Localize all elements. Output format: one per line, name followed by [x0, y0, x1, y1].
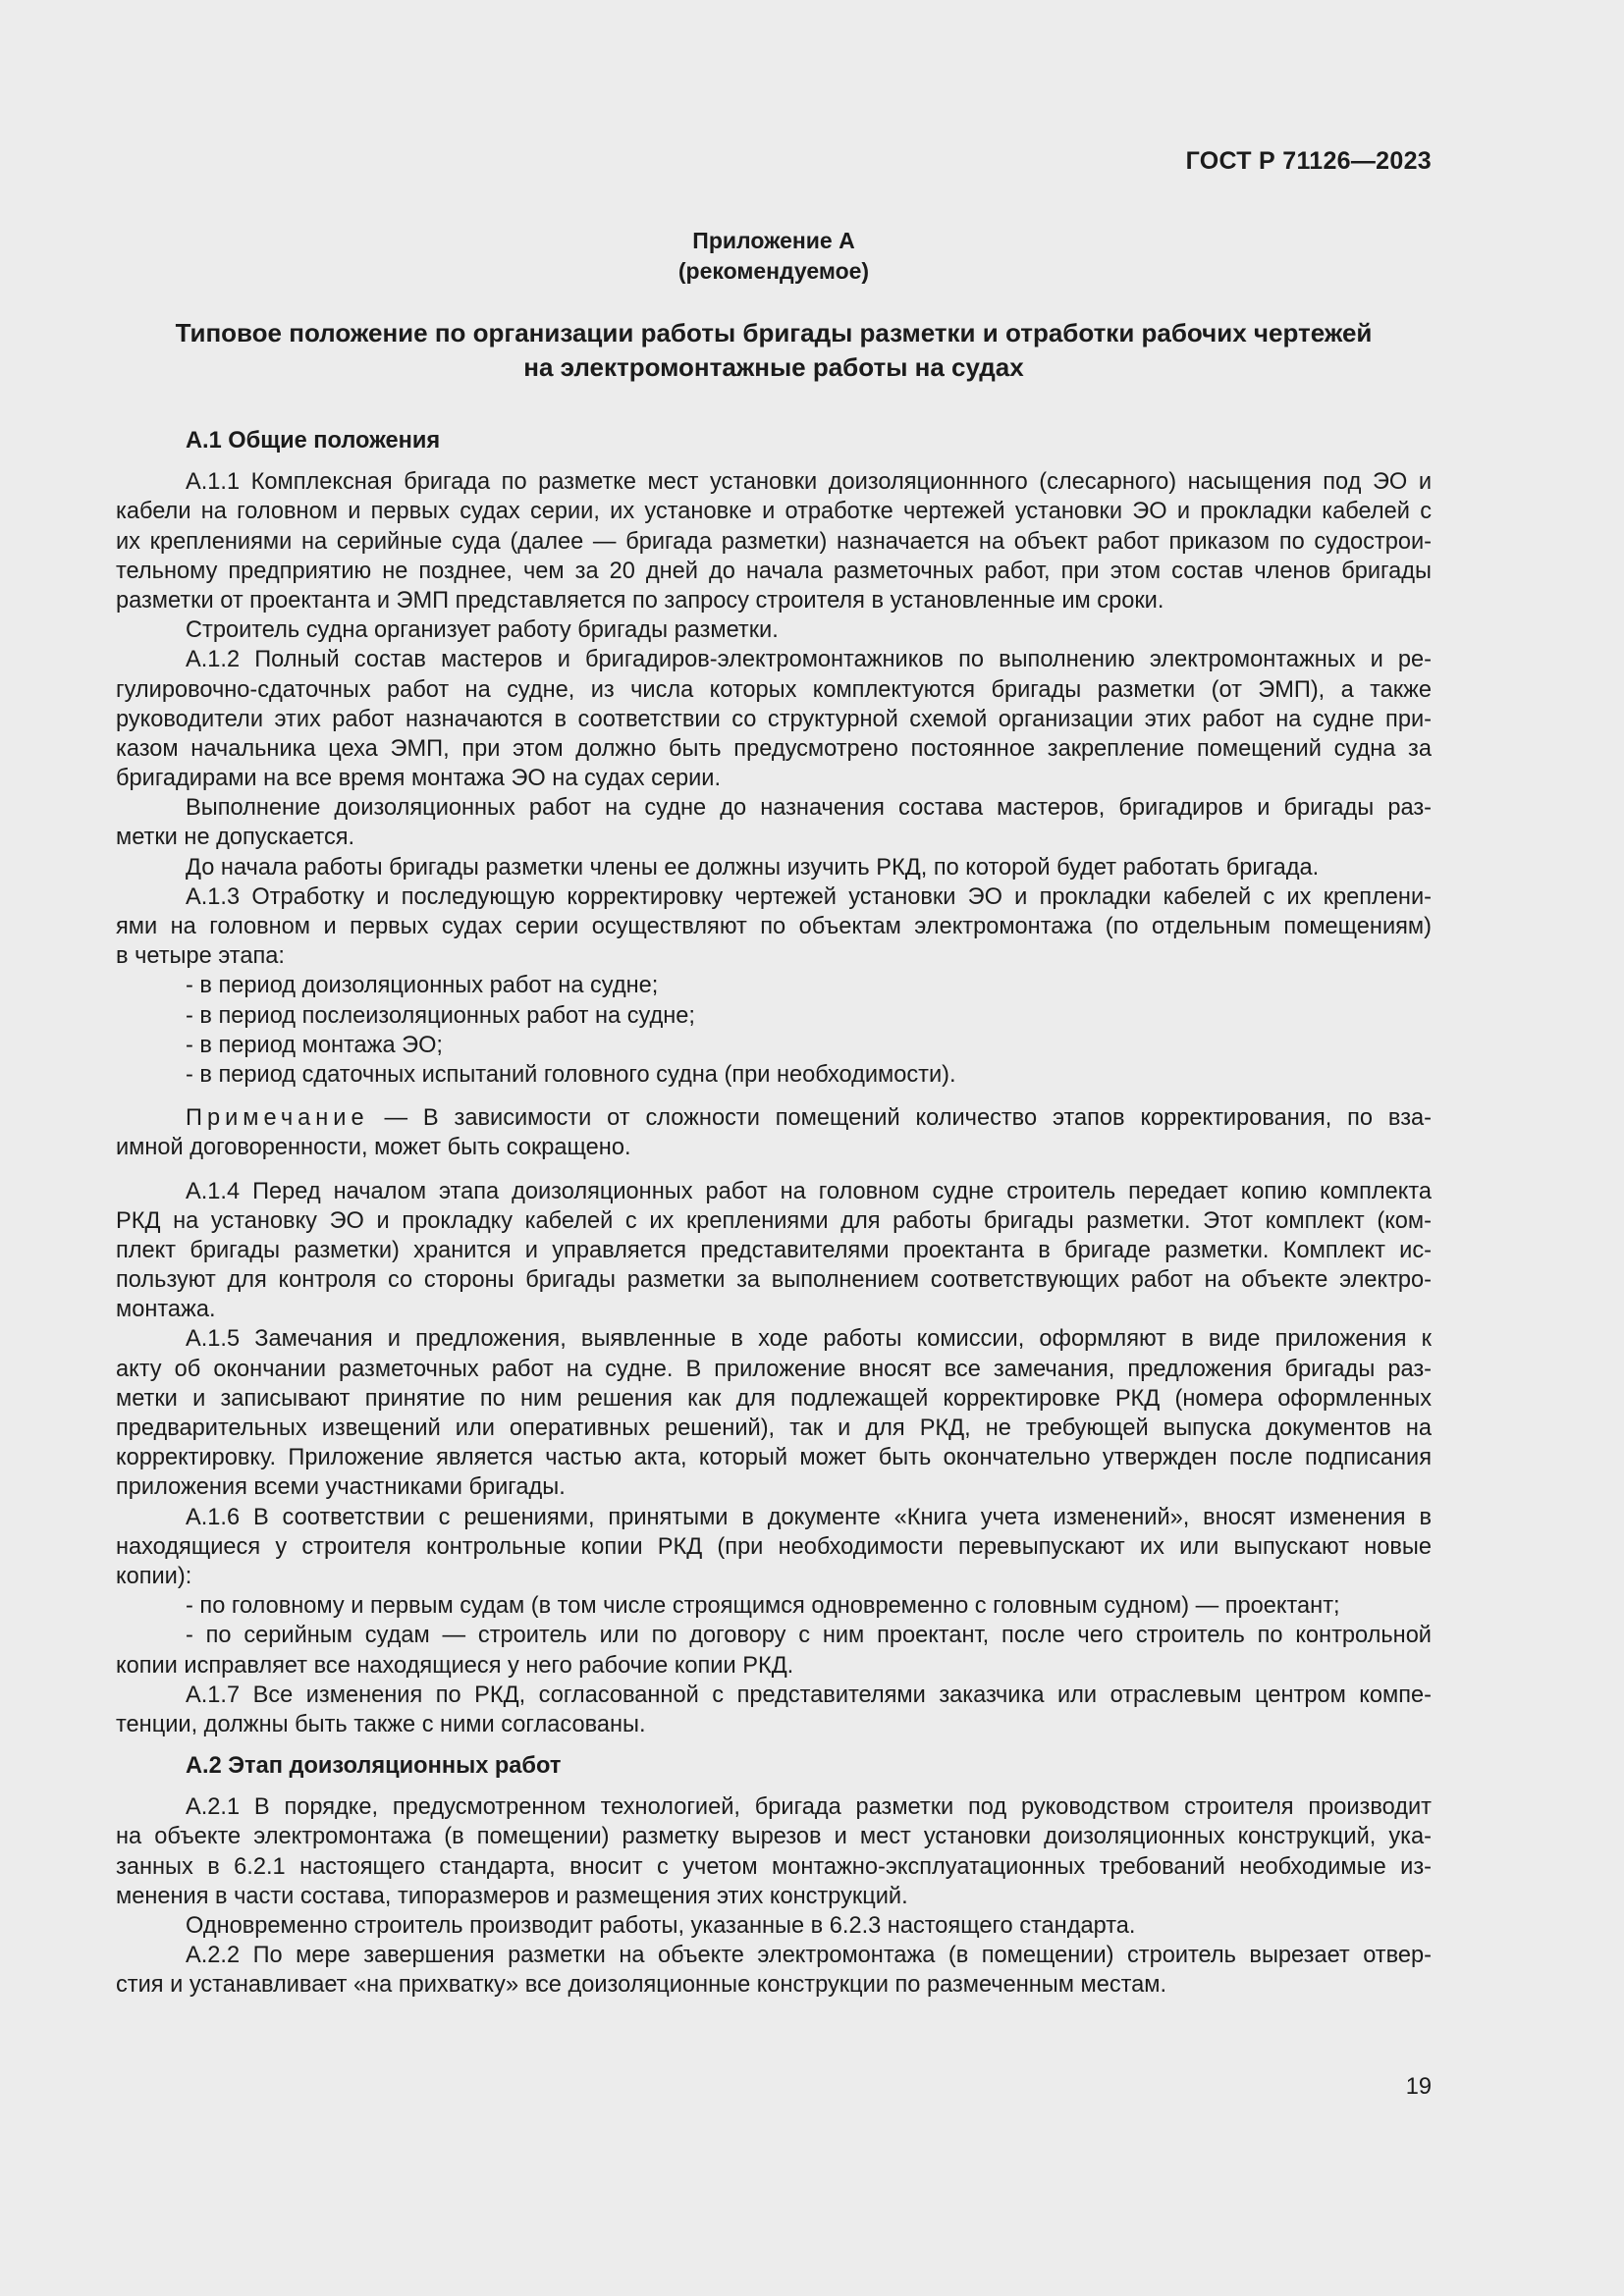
text-line: А.1.4 Перед началом этапа доизоляционных работ на головном судне строитель передает копию комплекта — [186, 1178, 1432, 1204]
text-line: бригадирами на все время монтажа ЭО на судах серии. — [116, 766, 722, 792]
text-line: метки и записывают принятие по ним решения как для подлежащей корректировке РКД (номера оформленных — [116, 1385, 1432, 1412]
text-line: А.1.5 Замечания и предложения, выявленные в ходе работы комиссии, оформляют в виде приложения к — [186, 1326, 1432, 1353]
text-line: на объекте электромонтажа (в помещении) разметку вырезов и мест установки доизоляционных конструкций, ука- — [116, 1824, 1432, 1850]
paragraph-simultaneous: Одновременно строитель производит работы, указанные в 6.2.3 настоящего стандарта. — [186, 1913, 1136, 1939]
text-line: А.1.3 Отработку и последующую корректировку чертежей установки ЭО и прокладки кабелей с их креплени- — [186, 883, 1432, 910]
text-line: их креплениями на серийные суда (далее — бригада разметки) назначается на объект работ приказом по судострои- — [116, 528, 1432, 555]
text-line: пользуют для контроля со стороны бригады разметки за выполнением соответствующих работ на объекте электро- — [116, 1267, 1432, 1294]
annex-title: Приложение А — [692, 228, 855, 253]
paragraph-a-1-3 — [116, 882, 1432, 972]
paragraph-a-1-4 — [116, 1177, 1432, 1325]
section-heading-a1: А.1 Общие положения — [186, 428, 441, 454]
text-line: А.2.2 По мере завершения разметки на объекте электромонтажа (в помещении) строитель вырезает отвер- — [186, 1943, 1432, 1969]
note-text: — В зависимости от сложности помещений количество этапов корректирования, по вза- — [368, 1105, 1432, 1132]
text-line: гулировочно-сдаточных работ на судне, из числа которых комплектуются бригады разметки (от ЭМП), а также — [116, 676, 1432, 703]
note — [116, 1103, 1432, 1162]
text-line: монтажа. — [116, 1297, 216, 1323]
text-line: РКД на установку ЭО и прокладку кабелей с их креплениями для работы бригады разметки. Этот комплект (ком- — [116, 1207, 1432, 1234]
section-heading-a2: А.2 Этап доизоляционных работ — [186, 1753, 562, 1780]
text-line: Выполнение доизоляционных работ на судне до назначения состава мастеров, бригадиров и бригады раз- — [186, 795, 1432, 822]
list-item: - в период сдаточных испытаний головного судна (при необходимости). — [186, 1061, 956, 1088]
note-line-2: имной договоренности, может быть сокращено. — [116, 1135, 631, 1161]
document-body — [116, 426, 1432, 2001]
paragraph-a-1-2 — [116, 645, 1432, 793]
text-line: метки не допускается. — [116, 825, 355, 851]
paragraph-a-1-6 — [116, 1503, 1432, 1592]
list-item-continuation: копии исправляет все находящиеся у него рабочие копии РКД. — [116, 1652, 794, 1679]
text-line: А.1.2 Полный состав мастеров и бригадиров-электромонтажников по выполнению электромонтажных и ре- — [186, 647, 1432, 673]
text-line: А.2.1 В порядке, предусмотренном технологией, бригада разметки под руководством строителя производит — [186, 1794, 1432, 1821]
text-line: кабели на головном и первых судах серии, их установке и отработке чертежей установки ЭО и прокладки кабелей с — [116, 499, 1432, 525]
text-line: тенции, должны быть также с ними согласованы. — [116, 1711, 646, 1737]
paragraph-preinsulation — [116, 793, 1432, 852]
paragraph-builder: Строитель судна организует работу бригады разметки. — [186, 617, 779, 644]
standard-code: ГОСТ Р 71126—2023 — [1185, 147, 1432, 175]
note-label: Примечание — [186, 1105, 369, 1132]
page-number: 19 — [1405, 2074, 1432, 2100]
text-line: копии): — [116, 1563, 192, 1589]
annex-status: (рекомендуемое) — [677, 258, 870, 284]
paragraph-a-2-1 — [116, 1792, 1432, 1911]
text-line: менения в части состава, типоразмеров и размещения этих конструкций. — [116, 1883, 908, 1909]
responsibility-list — [116, 1591, 1432, 1681]
list-item: - в период доизоляционных работ на судне; — [186, 973, 659, 999]
text-line: А.1.7 Все изменения по РКД, согласованной с представителями заказчика или отраслевым центром компе- — [186, 1682, 1432, 1708]
stages-list — [116, 971, 1432, 1090]
text-line: находящиеся у строителя контрольные копии РКД (при необходимости перевыпускают их или выпускают новые — [116, 1533, 1432, 1560]
document-title-line-1: Типовое положение по организации работы бригады разметки и отработки рабочих чертежей — [175, 318, 1373, 347]
text-line: разметки от проектанта и ЭМП представляется по запросу строителя в установленные им сроки. — [116, 587, 1164, 614]
text-line: ями на головном и первых судах серии осуществляют по объектам электромонтажа (по отдельным помещениям) — [116, 914, 1432, 939]
paragraph-a-1-5 — [116, 1324, 1432, 1502]
document-title — [116, 316, 1432, 385]
document-title-line-2: на электромонтажные работы на судах — [523, 352, 1024, 382]
text-line: в четыре этапа: — [116, 943, 285, 970]
text-line: казом начальника цеха ЭМП, при этом должно быть предусмотрено постоянное закрепление помещений судна за — [116, 735, 1432, 762]
note-line-1 — [116, 1103, 1432, 1133]
text-line: руководители этих работ назначаются в соответствии со структурной схемой организации этих работ на судне при- — [116, 706, 1432, 732]
paragraph-a-1-1 — [116, 467, 1432, 615]
text-line: стия и устанавливает «на прихватку» все доизоляционные конструкции по размеченным местам. — [116, 1972, 1167, 1999]
text-line: плект бригады разметки) хранится и управляется представителями проектанта в бригаде разметки. Комплект ис- — [116, 1237, 1432, 1263]
paragraph-a-2-2 — [116, 1941, 1432, 2000]
text-line: А.1.1 Комплексная бригада по разметке мест установки доизоляционнного (слесарного) насыщения под ЭО и — [186, 469, 1432, 496]
text-line: А.1.6 В соответствии с решениями, принятыми в документе «Книга учета изменений», вносят изменения в — [186, 1504, 1432, 1530]
text-line: тельному предприятию не позднее, чем за 20 дней до начала разметочных работ, при этом состав членов бригады — [116, 558, 1432, 584]
text-line: акту об окончании разметочных работ на судне. В приложение вносят все замечания, предложения бригады раз- — [116, 1356, 1432, 1382]
paragraph-study: До начала работы бригады разметки члены ее должны изучить РКД, по которой будет работать бригада. — [186, 854, 1320, 881]
list-item: - в период послеизоляционных работ на судне; — [186, 1002, 695, 1029]
text-line: занных в 6.2.1 настоящего стандарта, вносит с учетом монтажно-эксплуатационных требований необходимые из- — [116, 1853, 1432, 1880]
text-line: предварительных извещений или оперативных решений), так и для РКД, не требующей выпуска документов на — [116, 1415, 1432, 1441]
annex-heading — [116, 226, 1432, 287]
list-item: - по серийным судам — строитель или по договору с ним проектант, после чего строитель по контрольной — [186, 1623, 1432, 1649]
text-line: корректировку. Приложение является частью акта, который может быть окончательно утвержден после подписания — [116, 1445, 1432, 1471]
paragraph-a-1-7 — [116, 1681, 1432, 1739]
text-line: приложения всеми участниками бригады. — [116, 1474, 566, 1501]
document-page — [116, 0, 1432, 2296]
list-item: - по головному и первым судам (в том числе строящимся одновременно с головным судном) — проектант; — [186, 1593, 1340, 1620]
list-item: - в период монтажа ЭО; — [186, 1032, 443, 1058]
